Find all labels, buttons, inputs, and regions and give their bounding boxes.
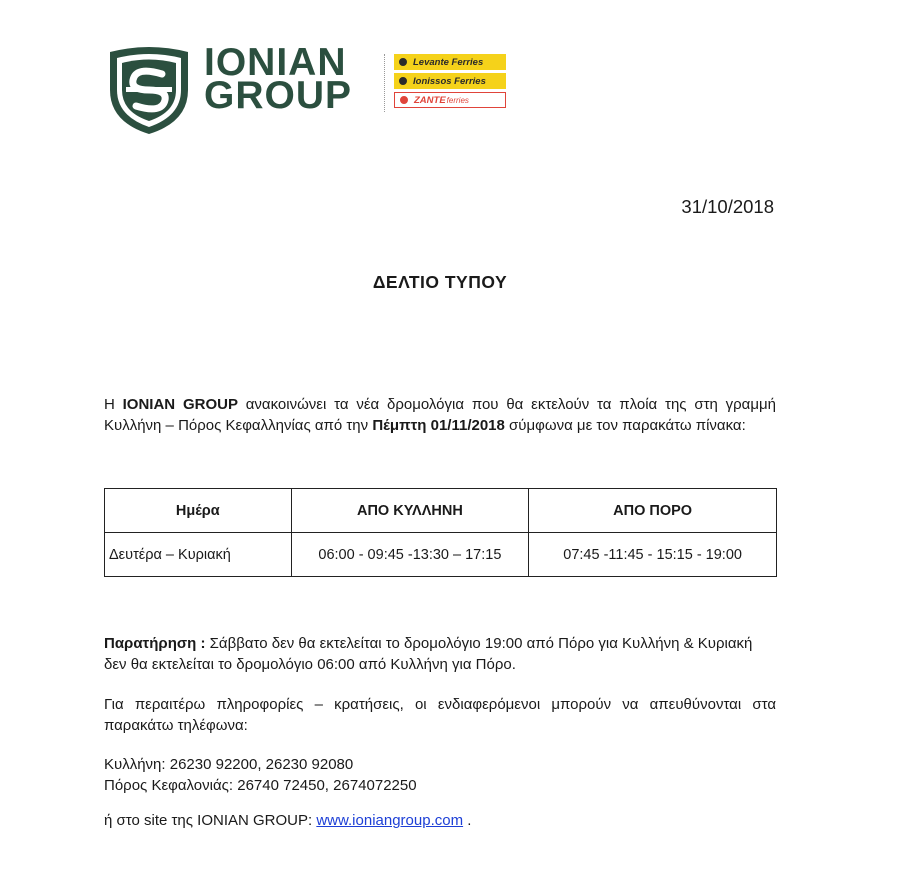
header-from-poros: ΑΠΟ ΠΟΡΟ (529, 489, 777, 533)
phone-poros: Πόρος Κεφαλονιάς: 26740 72450, 2674072250 (104, 777, 417, 794)
company-logo (106, 41, 516, 138)
table-header-row (105, 489, 777, 533)
sub-brand-label: ZANTE (414, 94, 446, 106)
sub-brand-list (394, 54, 514, 111)
document-title: ΔΕΛΤΙΟ ΤΥΠΟΥ (372, 272, 508, 292)
note-label: Παρατήρηση : (104, 635, 206, 652)
schedule-table (104, 488, 777, 577)
logo-divider (384, 54, 386, 112)
phone-list (104, 754, 417, 796)
intro-text: ανακοινώνει τα νέα δρομολόγια που θα εκτελούν τα πλοία της στη γραμμή Κυλλήνη – Πόρος Κεφαλληνίας από την (104, 396, 776, 434)
intro-effective-date: Πέμπτη 01/11/2018 (372, 417, 505, 434)
note-paragraph (104, 633, 776, 675)
levante-emblem-icon (397, 56, 409, 68)
table-row (105, 533, 777, 577)
header-day: Ημέρα (105, 489, 292, 533)
cell-from-kyllini: 06:00 - 09:45 -13:30 – 17:15 (291, 533, 529, 577)
info-paragraph: Για περαιτέρω πληροφορίες – κρατήσεις, οι ενδιαφερόμενοι μπορούν να απευθύνονται στα παρακάτω τηλέφωνα: (104, 696, 776, 734)
intro-paragraph (104, 394, 776, 436)
phone-kyllini: Κυλλήνη: 26230 92200, 26230 92080 (104, 756, 354, 773)
website-line (104, 810, 471, 831)
sub-brand-label: Levante Ferries (413, 56, 484, 68)
note-text: Σάββατο δεν θα εκτελείται το δρομολόγιο 19:00 από Πόρο για Κυλλήνη & Κυριακή δεν θα εκτελείται το δρομολόγιο 06:00 από Κυλλήνη για Πόρο. (104, 635, 753, 673)
intro-text: Η (104, 396, 123, 413)
intro-text: σύμφωνα με τον παρακάτω πίνακα: (504, 417, 746, 434)
document-date: 31/10/2018 (681, 196, 774, 217)
sub-brand-zante (394, 92, 506, 108)
website-link[interactable]: www.ioniangroup.com (316, 812, 464, 829)
intro-company: IONIAN GROUP (122, 396, 238, 413)
zante-emblem-icon (398, 94, 410, 106)
sub-brand-ionissos (394, 73, 506, 89)
shield-logo-icon (106, 44, 192, 136)
brand-name (204, 41, 353, 117)
brand-name-line2: GROUP (204, 74, 353, 117)
site-prefix: ή στο site της IONIAN GROUP: (104, 812, 317, 829)
sub-brand-label: Ionissos Ferries (413, 75, 486, 87)
cell-from-poros: 07:45 -11:45 - 15:15 - 19:00 (529, 533, 777, 577)
sub-brand-levante (394, 54, 506, 70)
site-suffix: . (463, 812, 472, 829)
sub-brand-suffix: ferries (446, 95, 469, 105)
header-from-kyllini: ΑΠΟ ΚΥΛΛΗΝΗ (291, 489, 529, 533)
cell-day: Δευτέρα – Κυριακή (105, 533, 292, 577)
ionissos-emblem-icon (397, 75, 409, 87)
brand-name-line1: IONIAN (204, 41, 347, 84)
